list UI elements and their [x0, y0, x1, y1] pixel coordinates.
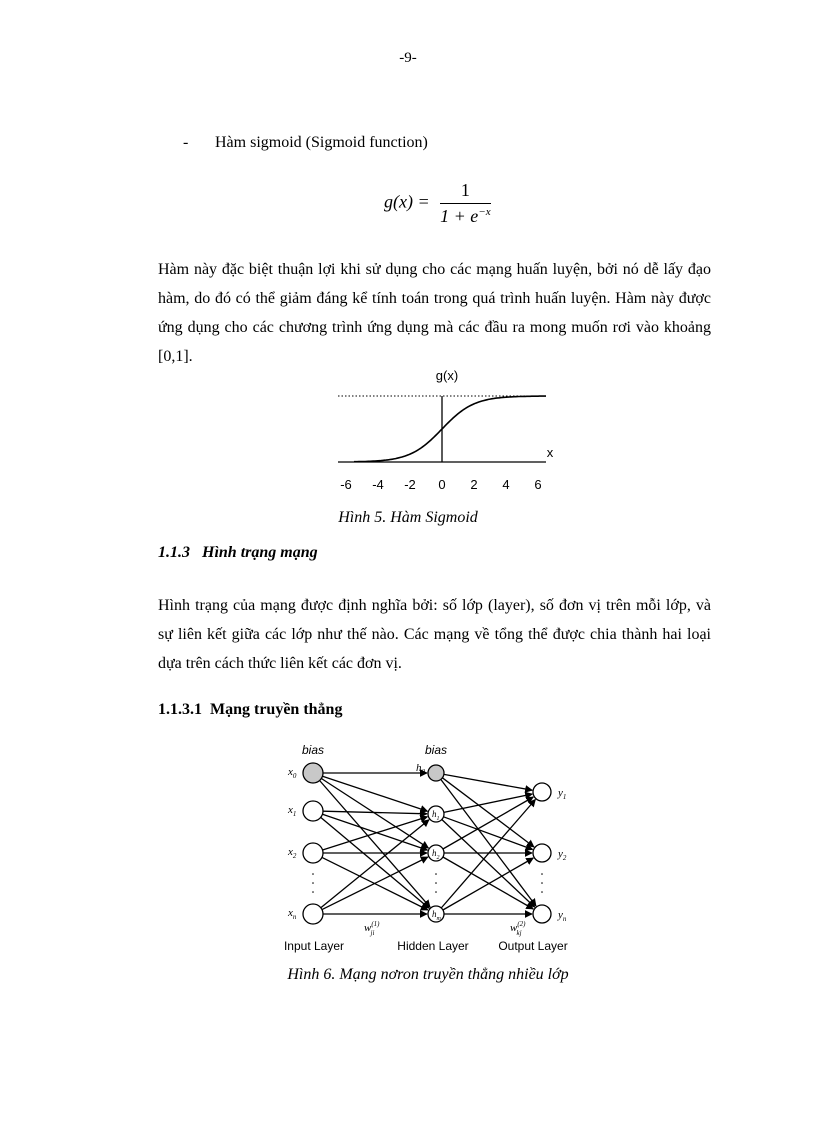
input-node-3 — [303, 904, 323, 924]
output-node-label-0: $y_1$ — [558, 787, 567, 801]
tick-label-5: 4 — [502, 477, 510, 492]
figure5-caption: Hình 5. Hàm Sigmoid — [338, 509, 478, 526]
output-node-label-2: $y_n$ — [558, 909, 567, 923]
input-node-label-2: $x_2$ — [288, 846, 297, 860]
input-node-label-0: $x_0$ — [288, 766, 297, 780]
section-heading-1-1-3 — [158, 544, 318, 562]
chart-title: g(x) — [435, 368, 459, 383]
weight-label-1: $w^{(1)}$ ji — [364, 920, 380, 937]
dots-input — [312, 873, 314, 893]
edge-h3-y0 — [441, 800, 535, 909]
input-node-label-3: $x_n$ — [288, 907, 297, 921]
sigmoid-curve — [354, 396, 546, 462]
hidden-node-label-3: $h_m$ — [432, 909, 441, 922]
formula-fraction — [440, 180, 490, 227]
tick-labels — [340, 477, 541, 492]
edge-h1-y0 — [444, 794, 532, 812]
formula-lhs: g(x) = — [384, 191, 430, 212]
input-layer-label: Input Layer — [283, 939, 345, 953]
node-labels — [287, 762, 567, 923]
input-node-0 — [303, 763, 323, 783]
formula-exponent: −x — [478, 206, 491, 218]
tick-label-2: -2 — [404, 477, 416, 492]
output-node-2 — [533, 905, 551, 923]
output-node-label-1: $y_2$ — [558, 848, 567, 862]
formula-denominator-base: 1 + e — [440, 206, 479, 226]
hidden-bias-label: bias — [424, 743, 448, 757]
formula-denominator — [440, 204, 490, 227]
dots-hidden — [435, 873, 437, 893]
subsection-title: Mạng truyền thẳng — [210, 701, 343, 718]
hidden-node-label-0: $h_0$ — [416, 762, 425, 776]
sigmoid-bullet — [183, 134, 428, 152]
weight-label-2: $w^{(2)}$ kj — [510, 920, 526, 937]
section-number: 1.1.3 — [158, 544, 190, 561]
formula-numerator: 1 — [440, 180, 490, 204]
section-heading-1-1-3-1 — [158, 701, 342, 719]
connection-arrows — [320, 773, 536, 914]
bullet-text: Hàm sigmoid (Sigmoid function) — [215, 134, 428, 151]
figure6-caption: Hình 6. Mạng nơron truyền thẳng nhiều lớp — [287, 966, 569, 983]
neural-network-diagram — [270, 735, 590, 960]
sigmoid-formula — [384, 180, 491, 227]
subsection-number: 1.1.3.1 — [158, 701, 202, 718]
input-node-1 — [303, 801, 323, 821]
tick-label-6: 6 — [534, 477, 542, 492]
page-number: -9- — [399, 50, 417, 66]
tick-label-1: -4 — [372, 477, 384, 492]
edge-h0-y0 — [444, 774, 532, 790]
input-node-label-1: $x_1$ — [288, 804, 297, 818]
output-node-1 — [533, 844, 551, 862]
edge-x0-h1 — [323, 776, 428, 811]
edge-h2-y2 — [443, 857, 533, 909]
output-node-0 — [533, 783, 551, 801]
sigmoid-chart — [328, 362, 568, 504]
hidden-node-label-1: $h_1$ — [432, 809, 440, 822]
edge-x0-h3 — [320, 781, 431, 908]
output-layer-label: Output Layer — [498, 939, 568, 953]
section-title: Hình trạng mạng — [202, 544, 318, 561]
edge-h2-y0 — [443, 797, 533, 849]
topology-paragraph: Hình trạng của mạng được định nghĩa bởi: số lớp (layer), số đơn vị trên mỗi lớp, và sự liên kết giữa các lớp như thế nào. Các mạng về tổng thể được chia thành hai loại dựa trên cách thức liên kết các đơn vị. — [158, 597, 711, 672]
hidden-layer-label: Hidden Layer — [397, 939, 469, 953]
tick-label-0: -6 — [340, 477, 352, 492]
tick-label-3: 0 — [438, 477, 446, 492]
input-node-2 — [303, 843, 323, 863]
tick-label-4: 2 — [470, 477, 478, 492]
x-axis-label: x — [546, 445, 554, 460]
sigmoid-paragraph: Hàm này đặc biệt thuận lợi khi sử dụng cho các mạng huấn luyện, bởi nó dễ lấy đạo hàm, do đó có thể giảm đáng kể tính toán trong quá trình huấn luyện. Hàm này được ứng dụng cho các chương trình ứng dụng mà các đầu ra mong muốn rơi vào khoảng [0,1]. — [158, 261, 711, 365]
dots-output — [541, 873, 543, 893]
hidden-node-label-2: $h_2$ — [432, 848, 440, 861]
input-bias-label: bias — [301, 743, 325, 757]
hidden-node-0 — [428, 765, 444, 781]
bullet-dash: - — [183, 134, 189, 151]
